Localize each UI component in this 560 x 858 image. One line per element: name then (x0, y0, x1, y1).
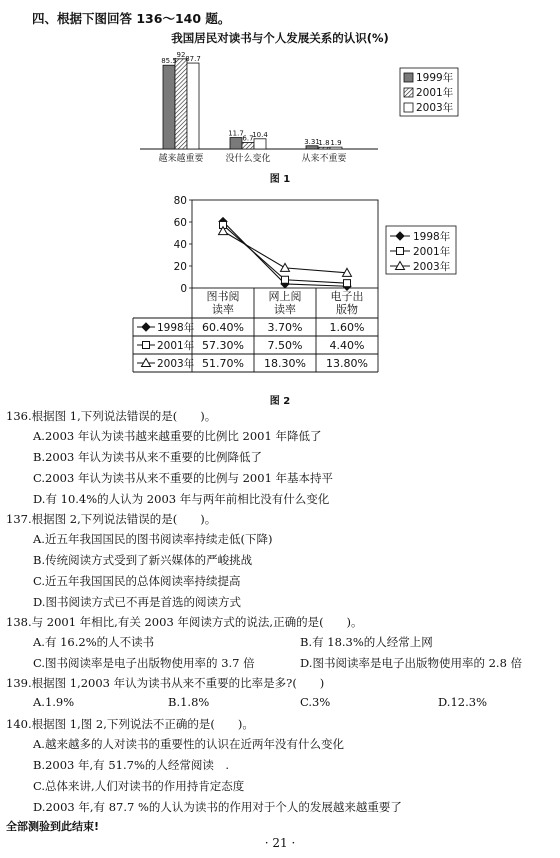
fig2-table-row-label: 2001年 (157, 340, 195, 352)
fig2-table-header: 网上阅 (268, 290, 302, 303)
question-138-option-b: B.有 18.3%的人经常上网 (300, 635, 433, 649)
legend-label-1999: 1999年 (416, 72, 454, 84)
fig2-y-tick-label: 80 (173, 195, 187, 207)
fig2-legend-label: 1998年 (413, 231, 451, 243)
fig2-table-row-label: 2003年 (157, 358, 195, 370)
fig2-legend-label: 2003年 (413, 261, 451, 273)
figure1-caption: 图 1 (269, 174, 291, 185)
question-137-option-d: D.图书阅读方式已不再是首选的阅读方式 (33, 595, 241, 609)
fig2-y-tick-label: 0 (180, 283, 187, 295)
fig2-table-cell: 57.30% (202, 339, 244, 352)
fig1-value-label: 92 (176, 50, 186, 59)
fig1-category-label: 没什么变化 (225, 154, 271, 164)
fig2-table-header: 读率 (212, 303, 234, 316)
legend-label-2003: 2003年 (416, 102, 454, 114)
question-136-option-b: B.2003 年认为读书从来不重要的比例降低了 (33, 450, 263, 464)
end-of-test-note: 全部测验到此结束! (6, 820, 100, 833)
question-137-stem: 137.根据图 2,下列说法错误的是( )。 (6, 512, 217, 526)
question-139-option-b: B.1.8% (168, 695, 210, 709)
fig1-value-label: 11.7 (228, 129, 244, 138)
question-136-option-a: A.2003 年认为读书越来越重要的比例比 2001 年降低了 (33, 429, 322, 443)
fig1-value-label: 1.8 (318, 139, 330, 148)
fig2-table-cell: 60.40% (202, 321, 244, 334)
fig2-legend-label: 2001年 (413, 246, 451, 258)
fig2-table-row-label: 1998年 (157, 322, 195, 334)
question-140-option-d: D.2003 年,有 87.7 %的人认为读书的作用对于个人的发展越来越重要了 (33, 800, 402, 814)
question-137-option-c: C.近五年我国国民的总体阅读率持续提高 (33, 574, 241, 588)
question-137-option-b: B.传统阅读方式受到了新兴媒体的严峻挑战 (33, 553, 253, 567)
fig2-table-cell: 51.70% (202, 357, 244, 370)
fig1-category-label: 越来越重要 (158, 154, 204, 164)
question-138-option-a: A.有 16.2%的人不读书 (33, 635, 155, 649)
fig1-value-label: 10.4 (252, 130, 268, 139)
fig1-value-label: 6.7 (242, 134, 254, 143)
fig2-y-tick-label: 40 (173, 239, 187, 251)
legend-label-2001: 2001年 (416, 87, 454, 99)
question-138-option-d: D.图书阅读率是电子出版物使用率的 2.8 倍 (300, 656, 523, 670)
fig2-table-header: 电子出 (330, 290, 364, 303)
question-139-option-c: C.3% (300, 695, 331, 709)
fig2-table-cell: 18.30% (264, 357, 306, 370)
section-heading: 四、根据下图回答 136～140 题。 (32, 11, 231, 26)
fig1-category-label: 从来不重要 (301, 154, 347, 164)
fig1-value-label: 1.9 (330, 139, 342, 148)
figure1-title: 我国居民对读书与个人发展关系的认识(%) (171, 31, 389, 45)
question-139-option-d: D.12.3% (438, 695, 487, 709)
fig2-table-cell: 7.50% (267, 339, 303, 352)
fig2-table-header: 版物 (336, 303, 358, 316)
fig2-table-cell: 3.70% (267, 321, 303, 334)
question-136-option-c: C.2003 年认为读书从来不重要的比例与 2001 年基本持平 (33, 471, 334, 485)
fig1-value-label: 85.5 (161, 57, 177, 66)
question-139-stem: 139.根据图 1,2003 年认为读书从来不重要的比率是多?( ) (6, 676, 325, 690)
fig1-value-label: 3.31 (304, 137, 320, 146)
page-number: · 21 · (264, 836, 296, 850)
fig2-table-cell: 13.80% (326, 357, 368, 370)
question-138-stem: 138.与 2001 年相比,有关 2003 年阅读方式的说法,正确的是( )。 (6, 615, 363, 629)
fig1-value-label: 87.7 (185, 55, 201, 64)
fig2-table-header: 图书阅 (206, 290, 240, 303)
question-136-stem: 136.根据图 1,下列说法错误的是( )。 (6, 409, 217, 423)
fig2-y-tick-label: 20 (173, 261, 187, 273)
fig2-table-cell: 1.60% (329, 321, 365, 334)
question-137-option-a: A.近五年我国国民的图书阅读率持续走低(下降) (33, 532, 273, 546)
question-140-option-c: C.总体来讲,人们对读书的作用持肯定态度 (33, 779, 245, 793)
fig2-y-tick-label: 60 (173, 217, 187, 229)
fig2-table-header: 读率 (274, 303, 296, 316)
question-139-option-a: A.1.9% (33, 695, 75, 709)
question-136-option-d: D.有 10.4%的人认为 2003 年与两年前相比没有什么变化 (33, 492, 330, 506)
question-140-option-b: B.2003 年,有 51.7%的人经常阅读 . (33, 758, 230, 772)
fig2-table-cell: 4.40% (329, 339, 365, 352)
question-140-option-a: A.越来越多的人对读书的重要性的认识在近两年没有什么变化 (33, 737, 344, 751)
question-138-option-c: C.图书阅读率是电子出版物使用率的 3.7 倍 (33, 656, 255, 670)
question-140-stem: 140.根据图 1,图 2,下列说法不正确的是( )。 (6, 717, 254, 731)
figure2-caption: 图 2 (269, 396, 291, 407)
